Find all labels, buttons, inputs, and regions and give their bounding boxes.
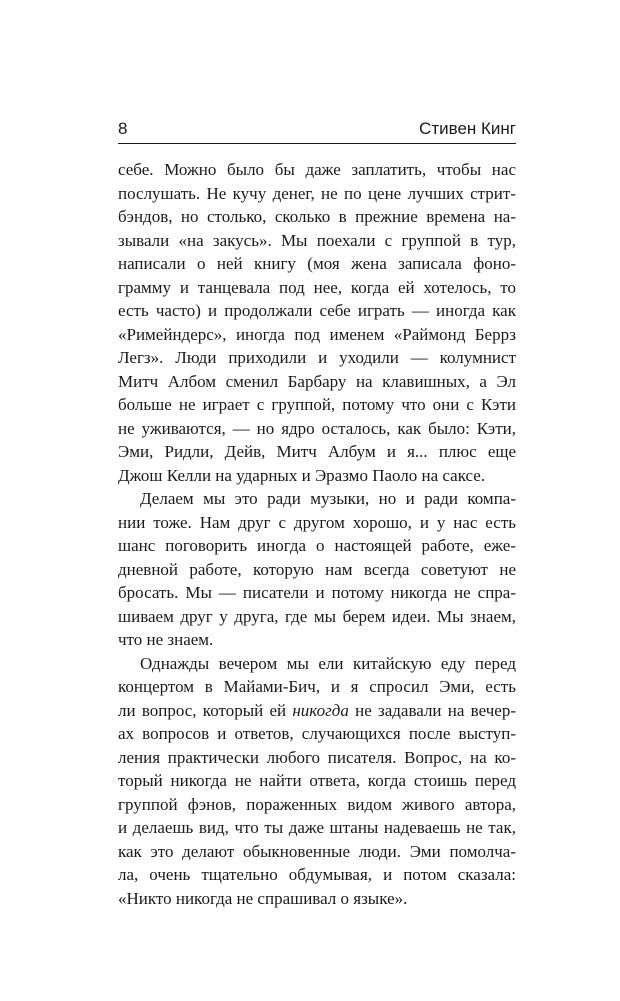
text-line: бэндов, но столько, сколько в прежние времена на- bbox=[118, 207, 516, 226]
text-line: Делаем мы это ради музыки, но и ради компа- bbox=[140, 489, 516, 508]
text-line: ла, очень тщательно обдумывая, и потом сказала: bbox=[118, 865, 516, 884]
running-head bbox=[118, 118, 516, 144]
text-line: и делаешь вид, что ты даже штаны надеваешь не так, bbox=[118, 818, 516, 837]
text-line: концертом в Майами-Бич, и я спросил Эми, есть bbox=[118, 677, 516, 696]
text-line: Однажды вечером мы ели китайскую еду перед bbox=[140, 653, 516, 673]
text-line: Джош Келли на ударных и Эразмо Паоло на саксе. bbox=[118, 465, 486, 485]
text-line: бросать. Мы — писатели и потому никогда не спра- bbox=[118, 583, 516, 602]
text-line: «Римейндерс», иногда под именем «Раймонд Беррз bbox=[118, 324, 516, 344]
text-line: послушать. Не кучу денег, не по цене лучших стрит- bbox=[118, 183, 516, 203]
text-line: группой фэнов, пораженных видом живого автора, bbox=[118, 794, 516, 814]
text-line: грамму и танцевала под нее, когда ей хотелось, то bbox=[118, 277, 516, 297]
text-line-with-emphasis bbox=[118, 699, 516, 723]
running-head-author: Стивен Кинг bbox=[419, 119, 516, 138]
text-line: ления практически любого писателя. Вопрос, на ко- bbox=[118, 747, 516, 767]
text-line: ах вопросов и ответов, случающихся после выступ- bbox=[118, 724, 516, 743]
text-line: есть часто) и продолжали себе играть — иногда как bbox=[118, 301, 516, 320]
text-line: больше не играет с группой, потому что они с Кэти bbox=[118, 395, 516, 414]
text-line: шиваем друг у друга, где мы берем идеи. Мы знаем, bbox=[118, 606, 516, 626]
emphasis-before: ли вопрос, который ей bbox=[118, 700, 293, 720]
text-line: торый никогда не найти ответа, когда стоишь перед bbox=[118, 771, 516, 790]
text-line: Легз». Люди приходили и уходили — колумнист bbox=[118, 348, 516, 367]
page-number: 8 bbox=[118, 119, 128, 138]
text-line: Митч Албом сменил Барбару на клавишных, а Эл bbox=[118, 371, 516, 391]
text-line: написали о ней книгу (моя жена записала фоно- bbox=[118, 254, 516, 273]
text-line: Эми, Ридли, Дейв, Митч Албум и я... плюс еще bbox=[118, 442, 516, 461]
text-line: шанс поговорить иногда о настоящей работе, еже- bbox=[118, 536, 516, 555]
text-line: дневной работе, которую нам всегда советуют не bbox=[118, 559, 516, 579]
text-line: себе. Можно было бы даже заплатить, чтобы нас bbox=[118, 160, 516, 179]
emphasis-after: не задавали на вечер- bbox=[348, 700, 516, 720]
text-line: «Никто никогда не спрашивал о языке». bbox=[118, 888, 408, 908]
emphasis-word: никогда bbox=[292, 700, 349, 720]
text-line: что не знаем. bbox=[118, 630, 214, 649]
text-line: не уживаются, — но ядро осталось, как было: Кэти, bbox=[118, 418, 516, 438]
body-text bbox=[118, 158, 516, 910]
book-page bbox=[118, 118, 516, 910]
text-line: как это делают обыкновенные люди. Эми помолча- bbox=[118, 841, 516, 861]
text-line: нии тоже. Нам друг с другом хорошо, и у нас есть bbox=[118, 512, 516, 532]
text-line: зывали «на закусь». Мы поехали с группой в тур, bbox=[118, 230, 516, 250]
